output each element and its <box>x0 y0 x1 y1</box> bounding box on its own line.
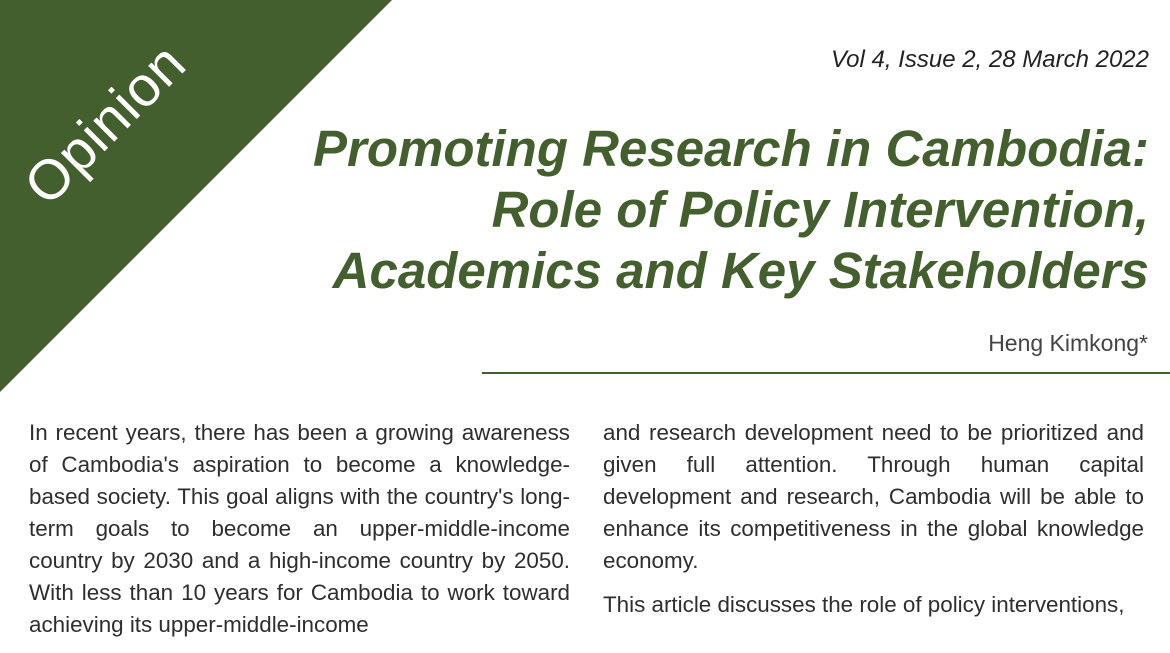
author-name: Heng Kimkong* <box>988 330 1148 356</box>
body-paragraph: This article discusses the role of policy interventions, <box>603 592 1125 617</box>
issue-info: Vol 4, Issue 2, 28 March 2022 <box>831 46 1149 73</box>
title-line-2: Role of Policy Intervention, <box>491 181 1149 238</box>
body-paragraph: In recent years, there has been a growing awareness of Cambodia's aspiration to become a knowledge-based society. This goal aligns with the country's long-term goals to become an upper-middle-income country by 2030 and a high-income country by 2050. With less than 10 years for Cambodia to work toward achieving its upper-middle-income <box>29 420 570 637</box>
article-title <box>249 118 1149 301</box>
body-column-right <box>603 417 1144 633</box>
body-column-left <box>29 417 570 653</box>
opinion-label: Opinion <box>11 30 198 217</box>
title-line-3: Academics and Key Stakeholders <box>332 242 1149 299</box>
body-paragraph: and research development need to be prioritized and given full attention. Through human capital development and research, Cambodia will be able to enhance its competitiveness in the global knowledge economy. <box>603 420 1144 573</box>
title-line-1: Promoting Research in Cambodia: <box>313 120 1149 177</box>
title-divider <box>482 372 1170 374</box>
